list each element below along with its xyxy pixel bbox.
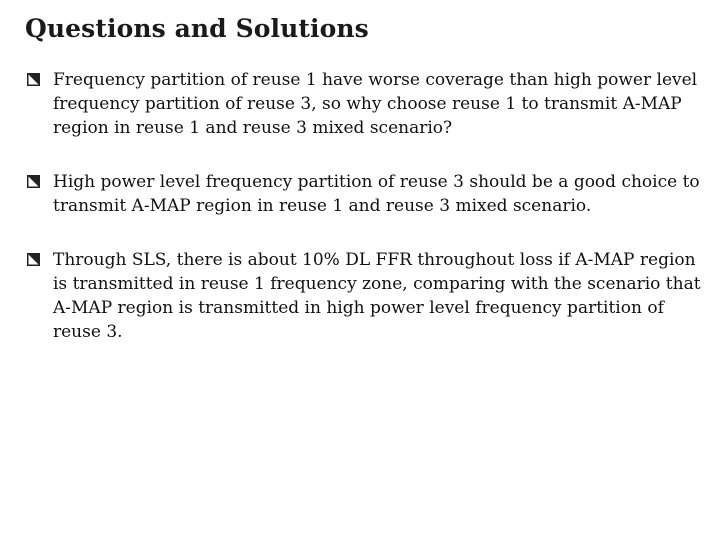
bullet-item xyxy=(27,68,702,140)
square-bullet-icon xyxy=(27,253,40,266)
bullet-item xyxy=(27,248,702,344)
bullet-item xyxy=(27,170,702,218)
bullet-list xyxy=(27,68,702,374)
bullet-text: Through SLS, there is about 10% DL FFR throughout loss if A-MAP region is transmitted in reuse 1 frequency zone, comparing with the scenario that A-MAP region is transmitted in high power level frequency partition of reuse 3. xyxy=(53,250,701,342)
slide-title: Questions and Solutions xyxy=(25,14,369,43)
bullet-text: Frequency partition of reuse 1 have worse coverage than high power level frequency partition of reuse 3, so why choose reuse 1 to transmit A-MAP region in reuse 1 and reuse 3 mixed scenario? xyxy=(53,70,698,138)
square-bullet-icon xyxy=(27,73,40,86)
square-bullet-icon xyxy=(27,175,40,188)
bullet-text: High power level frequency partition of reuse 3 should be a good choice to transmit A-MAP region in reuse 1 and reuse 3 mixed scenario. xyxy=(53,172,700,216)
